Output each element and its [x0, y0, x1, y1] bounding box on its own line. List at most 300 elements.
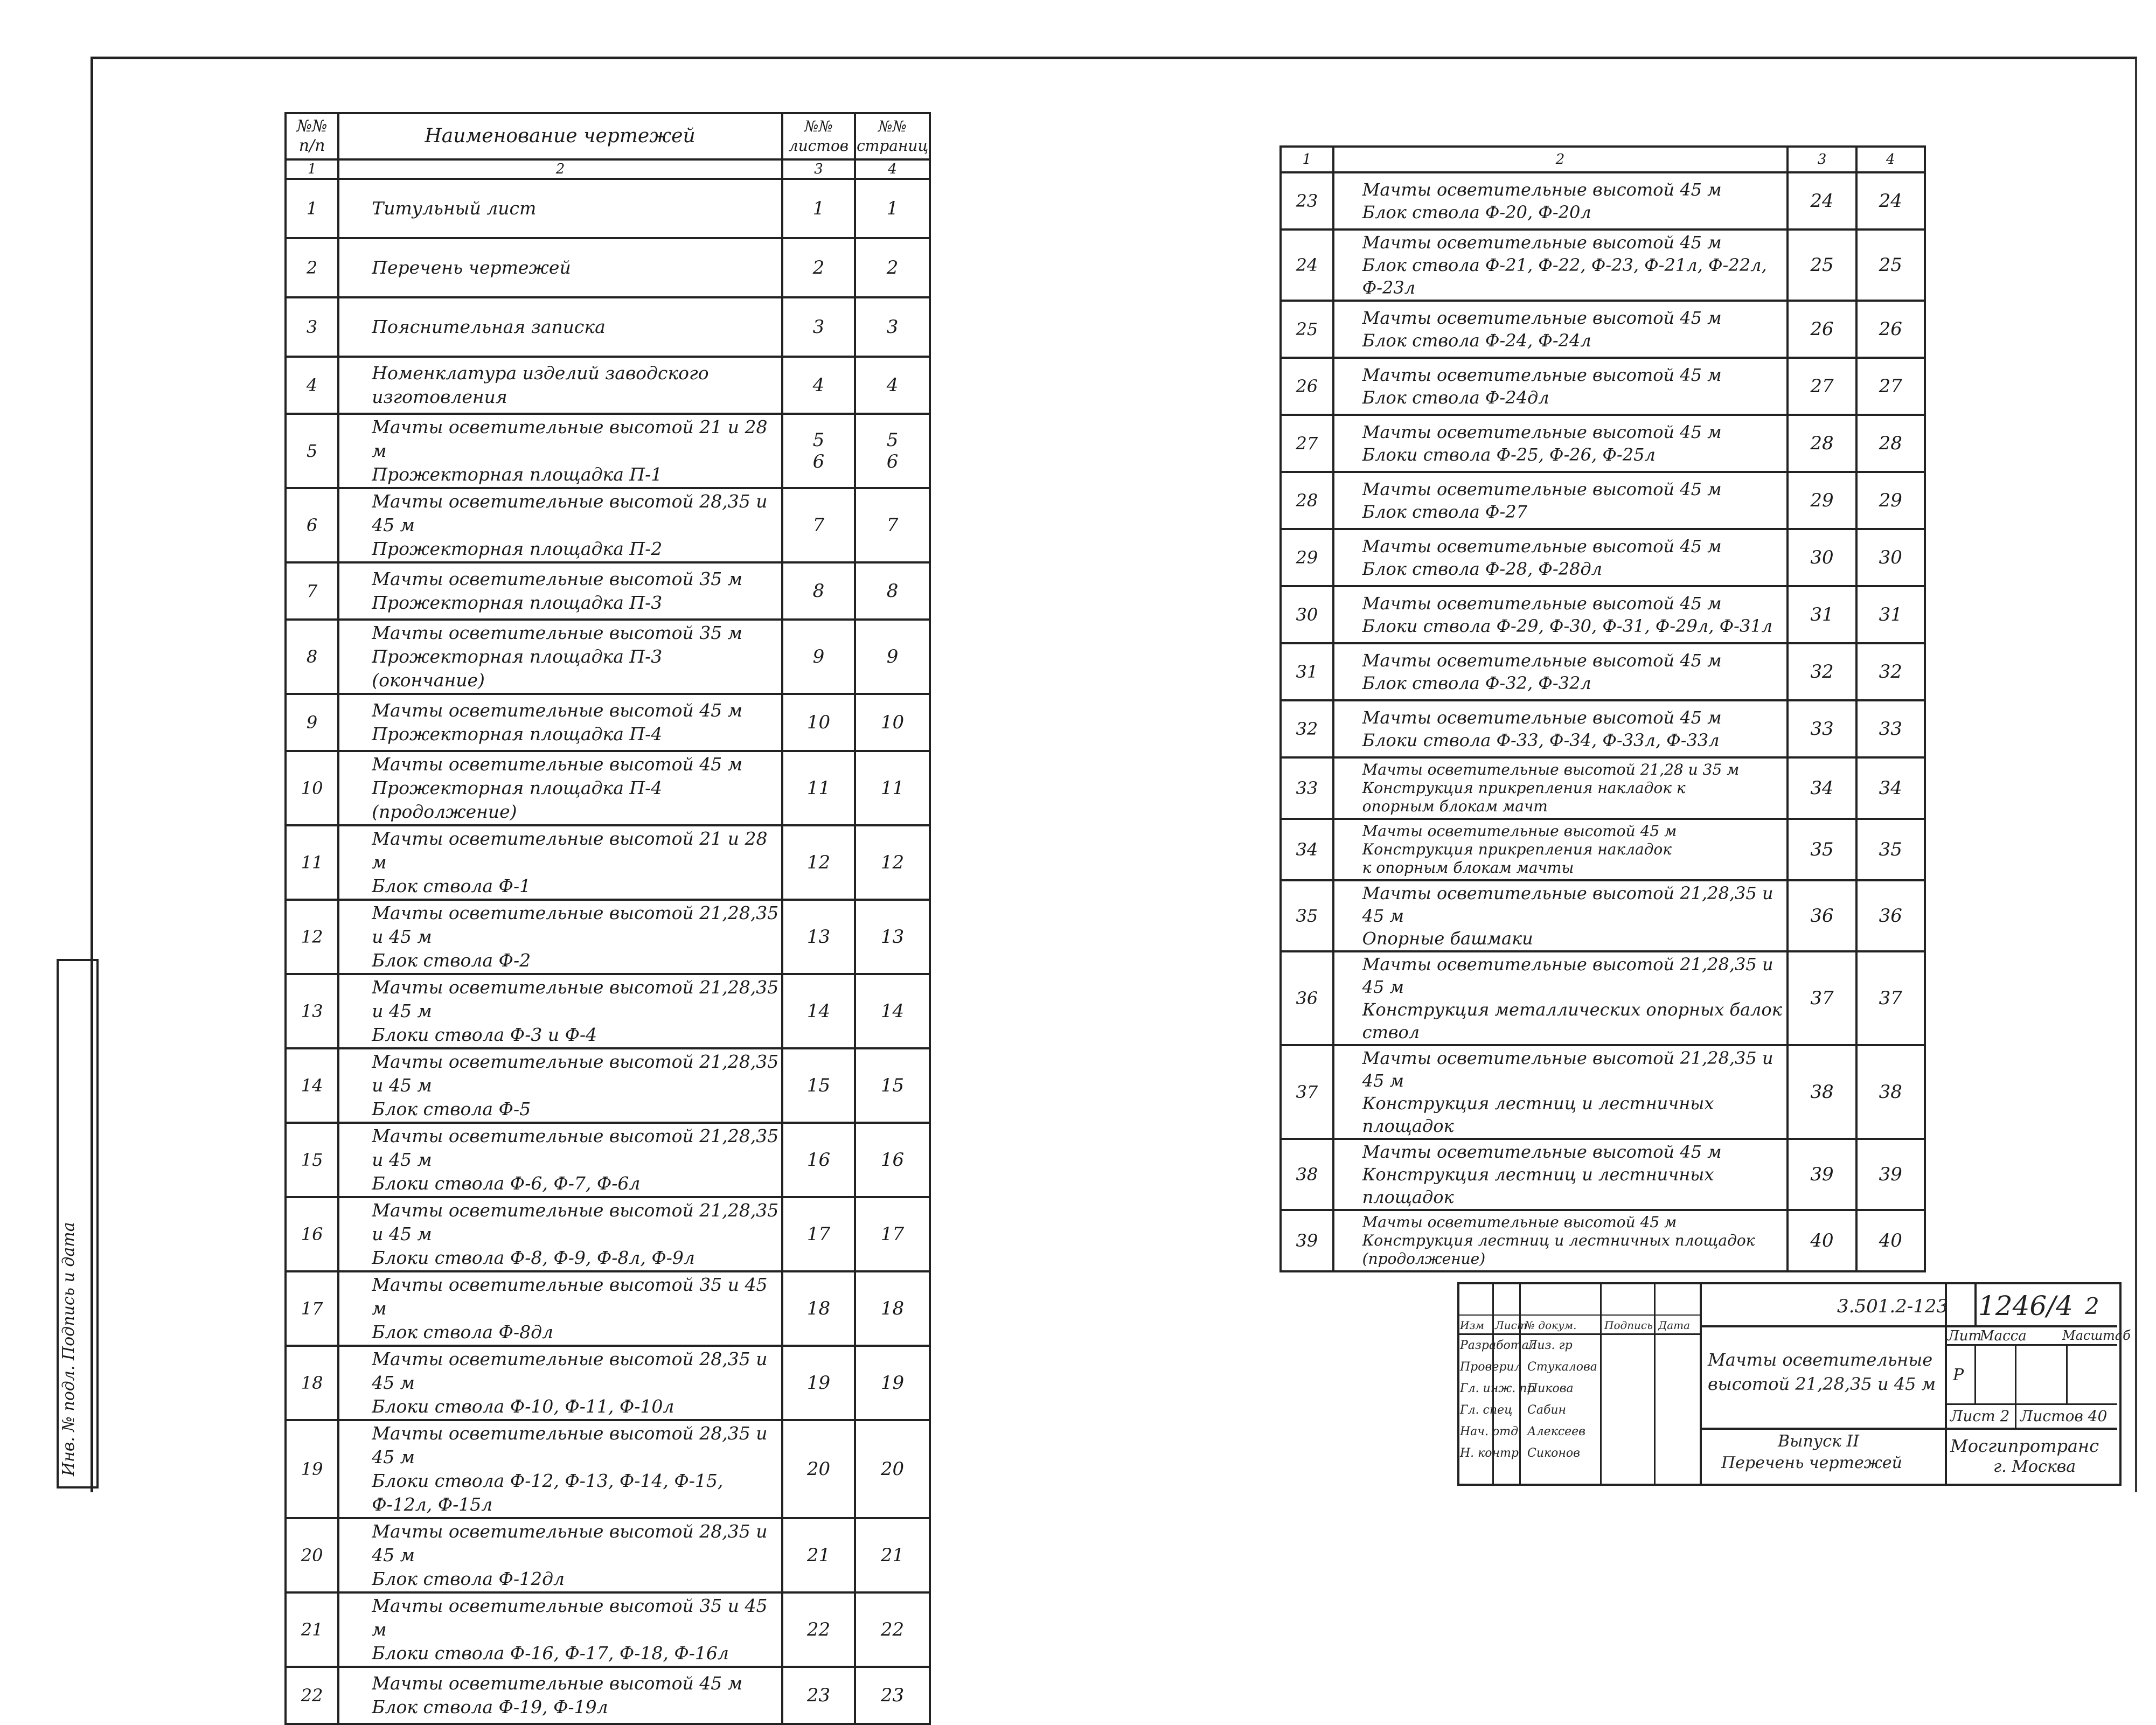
title-block-divider: [1457, 1314, 1700, 1316]
row-title-line: Мачты осветительные высотой 45 м: [1362, 593, 1722, 614]
row-title-line: Прожекторная площадка П-3 (окончание): [372, 646, 663, 691]
row-title: [338, 1123, 782, 1197]
page-number-value: 22: [880, 1619, 905, 1640]
sheet-number-value: 13: [806, 926, 831, 948]
row-sheet-number: [782, 825, 855, 900]
sheet-number-value: 14: [806, 1000, 831, 1022]
row-title-line: Мачты осветительные высотой 21,28 и 35 м: [1362, 761, 1740, 778]
row-title-line: Прожекторная площадка П-2: [372, 538, 663, 559]
row-sheet-number: [1788, 880, 1856, 951]
row-page-number: [1856, 1139, 1925, 1210]
row-title-line: Конструкция лестниц и лестничных площадок: [1362, 1164, 1714, 1207]
page-number-value: 12: [880, 852, 905, 873]
row-title-line: Блоки ствола Ф-12, Ф-13, Ф-14, Ф-15, Ф-12л, Ф-15л: [372, 1470, 724, 1515]
row-title-line: Блок ствола Ф-28, Ф-28дл: [1362, 559, 1603, 579]
table-row: [1281, 1045, 1925, 1139]
row-title-line: Блок ствола Ф-24, Ф-24л: [1362, 330, 1591, 351]
row-sheet-number: [782, 694, 855, 751]
table-row: [286, 694, 930, 751]
title-block-divider: [1700, 1325, 2117, 1327]
row-number: 9: [286, 694, 338, 751]
row-page-number: [855, 1048, 930, 1123]
row-title-line: Мачты осветительные высотой 45 м: [1362, 422, 1722, 442]
row-title-line: Мачты осветительные высотой 45 м: [1362, 650, 1722, 671]
row-title: [338, 1271, 782, 1346]
issue-line-1: Выпуск II: [1778, 1432, 1860, 1451]
row-page-number: [855, 1667, 930, 1724]
page-number-value: 35: [1879, 839, 1902, 860]
row-title: [338, 179, 782, 238]
row-number: 1: [286, 179, 338, 238]
role-label: Разработал: [1460, 1339, 1536, 1352]
sheet-number-value: 4: [812, 374, 825, 396]
title-block-divider: [2015, 1403, 2016, 1428]
row-title-line: Конструкция прикрепления накладок к: [1362, 779, 1686, 797]
row-page-number: [855, 1346, 930, 1420]
row-title: [1333, 757, 1788, 819]
row-page-number: [855, 562, 930, 620]
row-page-number: [855, 1592, 930, 1667]
row-page-number: [855, 825, 930, 900]
row-number: 32: [1281, 700, 1333, 757]
scale-label: Масштаб: [2062, 1328, 2131, 1343]
table-index-row: [1281, 147, 1925, 172]
row-page-number: [855, 297, 930, 357]
row-sheet-number: [782, 900, 855, 974]
album-number: 1246/4: [1978, 1290, 2073, 1321]
row-title-line: Блок ствола Ф-5: [372, 1098, 531, 1119]
page-number-value: 5: [886, 429, 899, 451]
row-sheet-number: [782, 1048, 855, 1123]
row-sheet-number: [1788, 1045, 1856, 1139]
row-number: 21: [286, 1592, 338, 1667]
row-title: [1333, 1045, 1788, 1139]
row-number: 7: [286, 562, 338, 620]
side-stamp-text: Инв. № подл. Подпись и дата: [59, 1222, 78, 1476]
row-number: 38: [1281, 1139, 1333, 1210]
sheet-number-value: 8: [812, 580, 825, 602]
row-title-line: опорным блокам мачт: [1362, 797, 1548, 815]
row-title-line: Мачты осветительные высотой 28,35 и 45 м: [372, 491, 768, 535]
table-row: [1281, 757, 1925, 819]
row-number: 22: [286, 1667, 338, 1724]
row-title-line: Блоки ствола Ф-6, Ф-7, Ф-6л: [372, 1173, 641, 1194]
row-number: 3: [286, 297, 338, 357]
row-page-number: [855, 238, 930, 297]
index-cell: 4: [855, 159, 930, 179]
row-title-line: Мачты осветительные высотой 21,28,35 и 45 м: [372, 1200, 779, 1244]
page-number-value: 17: [880, 1223, 905, 1245]
row-sheet-number: [782, 1271, 855, 1346]
row-title-line: Мачты осветительные высотой 21 и 28 м: [372, 416, 768, 461]
table-index-row: [286, 159, 930, 179]
page-number-value: 37: [1879, 987, 1902, 1009]
row-number: 37: [1281, 1045, 1333, 1139]
row-title-line: Мачты осветительные высотой 21,28,35 и 45 м: [372, 1125, 779, 1170]
row-title-line: Мачты осветительные высотой 28,35 и 45 м: [372, 1423, 768, 1467]
page-number-value: 19: [880, 1372, 905, 1394]
sheet-number-value: 11: [806, 777, 831, 799]
row-title: [338, 238, 782, 297]
sheet-number-value: 21: [806, 1545, 831, 1566]
row-page-number: [855, 414, 930, 488]
row-sheet-number: [782, 751, 855, 825]
sheet-number-value: 33: [1810, 718, 1834, 740]
row-sheet-number: [782, 238, 855, 297]
name-label: Лиз. гр: [1527, 1339, 1573, 1352]
name-label: Сиконов: [1527, 1446, 1580, 1460]
index-cell: 4: [1856, 147, 1925, 172]
table-row: [286, 1346, 930, 1420]
row-number: 26: [1281, 358, 1333, 415]
sheet-number-value: 20: [806, 1458, 831, 1480]
row-sheet-number: [1788, 358, 1856, 415]
header-sheets: №№ листов: [782, 113, 855, 159]
table-row: [286, 1197, 930, 1271]
row-sheet-number: [782, 297, 855, 357]
row-page-number: [1856, 757, 1925, 819]
row-title-line: Прожекторная площадка П-4: [372, 724, 663, 745]
sheet-number: 2: [2085, 1293, 2099, 1319]
title-block-divider: [1654, 1282, 1656, 1484]
row-title-line: Титульный лист: [372, 198, 537, 219]
table-row: [1281, 1210, 1925, 1271]
row-title: [1333, 951, 1788, 1045]
role-label: Нач. отд: [1460, 1425, 1519, 1438]
row-number: 33: [1281, 757, 1333, 819]
row-page-number: [1856, 1210, 1925, 1271]
row-number: 24: [1281, 229, 1333, 301]
row-sheet-number: [782, 974, 855, 1048]
sheet-number-value: 5: [812, 429, 825, 451]
page-number-value: 9: [886, 646, 899, 667]
row-sheet-number: [1788, 1210, 1856, 1271]
table-row: [1281, 586, 1925, 643]
row-title-line: Мачты осветительные высотой 21 и 28 м: [372, 828, 768, 873]
table-row: [286, 488, 930, 562]
table-row: [1281, 415, 1925, 472]
sheet-number-value: 6: [812, 451, 825, 472]
page-number-value: 32: [1879, 661, 1902, 683]
row-title-line: Мачты осветительные высотой 45 м: [1362, 365, 1722, 385]
row-page-number: [855, 179, 930, 238]
row-title: [338, 900, 782, 974]
role-label: Гл. спец: [1460, 1403, 1513, 1417]
row-page-number: [1856, 172, 1925, 229]
row-title: [1333, 415, 1788, 472]
row-sheet-number: [782, 179, 855, 238]
row-number: 12: [286, 900, 338, 974]
table-row: [286, 620, 930, 694]
page-number-value: 4: [886, 374, 899, 396]
row-sheet-number: [1788, 643, 1856, 700]
row-number: 34: [1281, 819, 1333, 880]
row-title: [338, 1197, 782, 1271]
row-page-number: [855, 751, 930, 825]
name-label: Алексеев: [1527, 1425, 1585, 1438]
role-label: Н. контр: [1460, 1446, 1519, 1460]
row-sheet-number: [1788, 415, 1856, 472]
row-title: [338, 414, 782, 488]
page-number-value: 27: [1879, 375, 1902, 397]
row-title: [1333, 1210, 1788, 1271]
org-line-1: Мосгипротранс: [1950, 1436, 2099, 1456]
table-row: [286, 1123, 930, 1197]
row-title: [1333, 529, 1788, 586]
title-block-divider: [2066, 1344, 2068, 1403]
row-title-line: Конструкция лестниц и лестничных площадок: [1362, 1093, 1714, 1136]
title-block-divider: [1457, 1333, 1700, 1335]
page-number-value: 6: [886, 451, 899, 472]
row-sheet-number: [782, 1518, 855, 1592]
row-title: [1333, 880, 1788, 951]
table-row: [286, 1420, 930, 1518]
page-number-value: 21: [880, 1545, 905, 1566]
row-title-line: Мачты осветительные высотой 45 м: [1362, 232, 1722, 253]
sheet-number-value: 39: [1810, 1164, 1834, 1185]
sheet-number-value: 3: [812, 316, 825, 338]
page-number-value: 34: [1879, 777, 1902, 799]
row-title: [338, 1346, 782, 1420]
row-title-line: Мачты осветительные высотой 28,35 и 45 м: [372, 1521, 768, 1566]
row-sheet-number: [1788, 700, 1856, 757]
table-row: [1281, 229, 1925, 301]
row-title-line: (продолжение): [1362, 1250, 1486, 1268]
sheet-number-value: 15: [806, 1075, 831, 1096]
row-title-line: Мачты осветительные высотой 45 м: [1362, 308, 1722, 328]
row-number: 13: [286, 974, 338, 1048]
row-number: 39: [1281, 1210, 1333, 1271]
row-number: 16: [286, 1197, 338, 1271]
sheet-number-value: 7: [812, 514, 825, 536]
table-row: [286, 238, 930, 297]
page-number-value: 16: [880, 1149, 905, 1171]
row-title: [338, 297, 782, 357]
col-doc: № докум.: [1525, 1319, 1577, 1332]
page-number-value: 11: [880, 777, 905, 799]
page-number-value: 33: [1879, 718, 1902, 740]
row-number: 5: [286, 414, 338, 488]
page-number-value: 18: [880, 1298, 905, 1319]
sheet-number-value: 12: [806, 852, 831, 873]
table-row: [286, 900, 930, 974]
page-number-value: 29: [1879, 490, 1902, 511]
sheet-number-value: 25: [1810, 254, 1834, 276]
row-number: 28: [1281, 472, 1333, 529]
doc-code: 3.501.2-123: [1837, 1296, 1949, 1317]
row-title-line: Мачты осветительные высотой 45 м: [1362, 536, 1722, 557]
row-title-line: Блок ствола Ф-8дл: [372, 1321, 554, 1343]
table-row: [286, 357, 930, 414]
page-number-value: 23: [880, 1685, 905, 1706]
row-title: [338, 694, 782, 751]
row-title-line: Конструкция прикрепления накладок: [1362, 840, 1672, 858]
row-page-number: [1856, 1045, 1925, 1139]
page-number-value: 38: [1879, 1081, 1902, 1103]
title-block-divider: [1600, 1282, 1602, 1484]
row-sheet-number: [782, 1667, 855, 1724]
page-number-value: 1: [886, 198, 899, 219]
table-row: [286, 751, 930, 825]
row-title-line: Блок ствола Ф-27: [1362, 502, 1527, 522]
page-number-value: 31: [1879, 604, 1902, 625]
table-row: [286, 825, 930, 900]
sheet-number-value: 26: [1810, 318, 1834, 340]
table-row: [286, 1518, 930, 1592]
table-row: [286, 414, 930, 488]
page-number-value: 3: [886, 316, 899, 338]
row-number: 20: [286, 1518, 338, 1592]
col-date: Дата: [1658, 1319, 1691, 1332]
table-row: [1281, 700, 1925, 757]
header-num: №№ п/п: [286, 113, 338, 159]
row-title-line: Перечень чертежей: [372, 257, 571, 278]
row-page-number: [855, 620, 930, 694]
row-title-line: Мачты осветительные высотой 45 м: [1362, 1142, 1722, 1162]
row-title-line: Мачты осветительные высотой 21,28,35 и 45 м: [372, 977, 779, 1021]
lit-value: Р: [1953, 1366, 1964, 1385]
row-sheet-number: [1788, 951, 1856, 1045]
row-title-line: Блоки ствола Ф-16, Ф-17, Ф-18, Ф-16л: [372, 1643, 729, 1664]
table-row: [1281, 358, 1925, 415]
row-sheet-number: [1788, 529, 1856, 586]
row-number: 11: [286, 825, 338, 900]
drawing-list-table-left: [284, 112, 931, 1725]
row-title-line: Конструкция металлических опорных балок ствол: [1362, 999, 1782, 1042]
row-page-number: [855, 488, 930, 562]
sheet-number-value: 38: [1810, 1081, 1834, 1103]
row-title-line: Блоки ствола Ф-25, Ф-26, Ф-25л: [1362, 444, 1656, 465]
name-label: Пикова: [1527, 1382, 1574, 1395]
sheet-number-value: 40: [1810, 1230, 1834, 1251]
row-number: 10: [286, 751, 338, 825]
row-sheet-number: [1788, 819, 1856, 880]
row-page-number: [1856, 358, 1925, 415]
page-number-value: 14: [880, 1000, 905, 1022]
row-title: [338, 1048, 782, 1123]
table-row: [1281, 643, 1925, 700]
index-cell: 1: [1281, 147, 1333, 172]
row-sheet-number: [782, 414, 855, 488]
page-number-value: 10: [880, 712, 905, 733]
role-label: Проверил: [1460, 1360, 1522, 1374]
row-title-line: Блоки ствола Ф-33, Ф-34, Ф-33л, Ф-33л: [1362, 730, 1720, 750]
lit-label: Лит: [1948, 1328, 1982, 1344]
name-label: Сабин: [1527, 1403, 1567, 1417]
sheet-number-value: 32: [1810, 661, 1834, 683]
row-sheet-number: [782, 488, 855, 562]
row-title: [338, 974, 782, 1048]
row-page-number: [855, 1271, 930, 1346]
row-title-line: Мачты осветительные высотой 21,28,35 и 45 м: [1362, 954, 1774, 997]
row-number: 17: [286, 1271, 338, 1346]
col-sign: Подпись: [1604, 1319, 1653, 1332]
row-title: [1333, 172, 1788, 229]
title-block-divider: [1945, 1344, 2117, 1346]
page-number-value: 39: [1879, 1164, 1902, 1185]
page-number-value: 8: [886, 580, 899, 602]
row-title-line: Блоки ствола Ф-3 и Ф-4: [372, 1024, 597, 1045]
name-label: Стукалова: [1527, 1360, 1597, 1374]
title-block-divider: [1700, 1428, 2117, 1430]
row-sheet-number: [782, 1123, 855, 1197]
sheet-number-value: 18: [806, 1298, 831, 1319]
row-title: [1333, 229, 1788, 301]
row-page-number: [855, 357, 930, 414]
sheet-number-value: 22: [806, 1619, 831, 1640]
mass-label: Масса: [1980, 1328, 2027, 1344]
sheet-number-value: 10: [806, 712, 831, 733]
row-number: 2: [286, 238, 338, 297]
row-title-line: Опорные башмаки: [1362, 928, 1533, 949]
sheet-number-value: 28: [1810, 433, 1834, 454]
row-sheet-number: [782, 1592, 855, 1667]
row-title-line: Блок ствола Ф-32, Ф-32л: [1362, 673, 1591, 693]
role-label: Гл. инж. пр: [1460, 1382, 1535, 1395]
row-page-number: [1856, 529, 1925, 586]
row-title-line: Блок ствола Ф-24дл: [1362, 387, 1549, 408]
row-title-line: Блоки ствола Ф-8, Ф-9, Ф-8л, Ф-9л: [372, 1247, 695, 1268]
page-number-value: 2: [886, 257, 899, 279]
row-title-line: Мачты осветительные высотой 35 м: [372, 622, 743, 643]
title-block-divider: [1945, 1403, 2117, 1405]
row-title-line: к опорным блокам мачты: [1362, 859, 1574, 877]
row-title-line: Мачты осветительные высотой 21,28,35 и 45 м: [372, 902, 779, 947]
row-title-line: Прожекторная площадка П-1: [372, 464, 663, 485]
col-list: Лист: [1495, 1319, 1527, 1332]
sheet-label: Лист 2: [1950, 1407, 2010, 1425]
row-sheet-number: [1788, 229, 1856, 301]
index-cell: 3: [1788, 147, 1856, 172]
table-row: [286, 1048, 930, 1123]
row-title: [1333, 643, 1788, 700]
row-title-line: Мачты осветительные высотой 35 и 45 м: [372, 1595, 768, 1640]
row-number: 31: [1281, 643, 1333, 700]
row-title: [1333, 819, 1788, 880]
row-title: [338, 357, 782, 414]
row-page-number: [855, 900, 930, 974]
table-row: [1281, 301, 1925, 358]
row-page-number: [855, 974, 930, 1048]
row-page-number: [1856, 472, 1925, 529]
row-page-number: [1856, 643, 1925, 700]
row-title-line: Блок ствола Ф-21, Ф-22, Ф-23, Ф-21л, Ф-22л, Ф-23л: [1362, 255, 1767, 298]
row-title: [1333, 358, 1788, 415]
row-title-line: Блок ствола Ф-12дл: [372, 1568, 565, 1589]
row-page-number: [1856, 586, 1925, 643]
row-title: [1333, 301, 1788, 358]
title-line-1: Мачты осветительные: [1708, 1350, 1933, 1370]
row-sheet-number: [1788, 757, 1856, 819]
row-title: [338, 1420, 782, 1518]
row-page-number: [855, 1123, 930, 1197]
row-title-line: Мачты осветительные высотой 45 м: [1362, 822, 1677, 840]
row-page-number: [1856, 819, 1925, 880]
index-cell: 2: [1333, 147, 1788, 172]
index-cell: 2: [338, 159, 782, 179]
row-sheet-number: [782, 1346, 855, 1420]
col-izm: Изм: [1460, 1319, 1484, 1332]
title-line-2: высотой 21,28,35 и 45 м: [1708, 1374, 1936, 1394]
row-title-line: Блок ствола Ф-1: [372, 875, 531, 896]
row-title-line: Прожекторная площадка П-4 (продолжение): [372, 777, 663, 822]
page-number-value: 40: [1879, 1230, 1902, 1251]
row-title: [1333, 1139, 1788, 1210]
sheet-number-value: 17: [806, 1223, 831, 1245]
page-number-value: 15: [880, 1075, 905, 1096]
row-page-number: [855, 694, 930, 751]
page-number-value: 25: [1879, 254, 1902, 276]
